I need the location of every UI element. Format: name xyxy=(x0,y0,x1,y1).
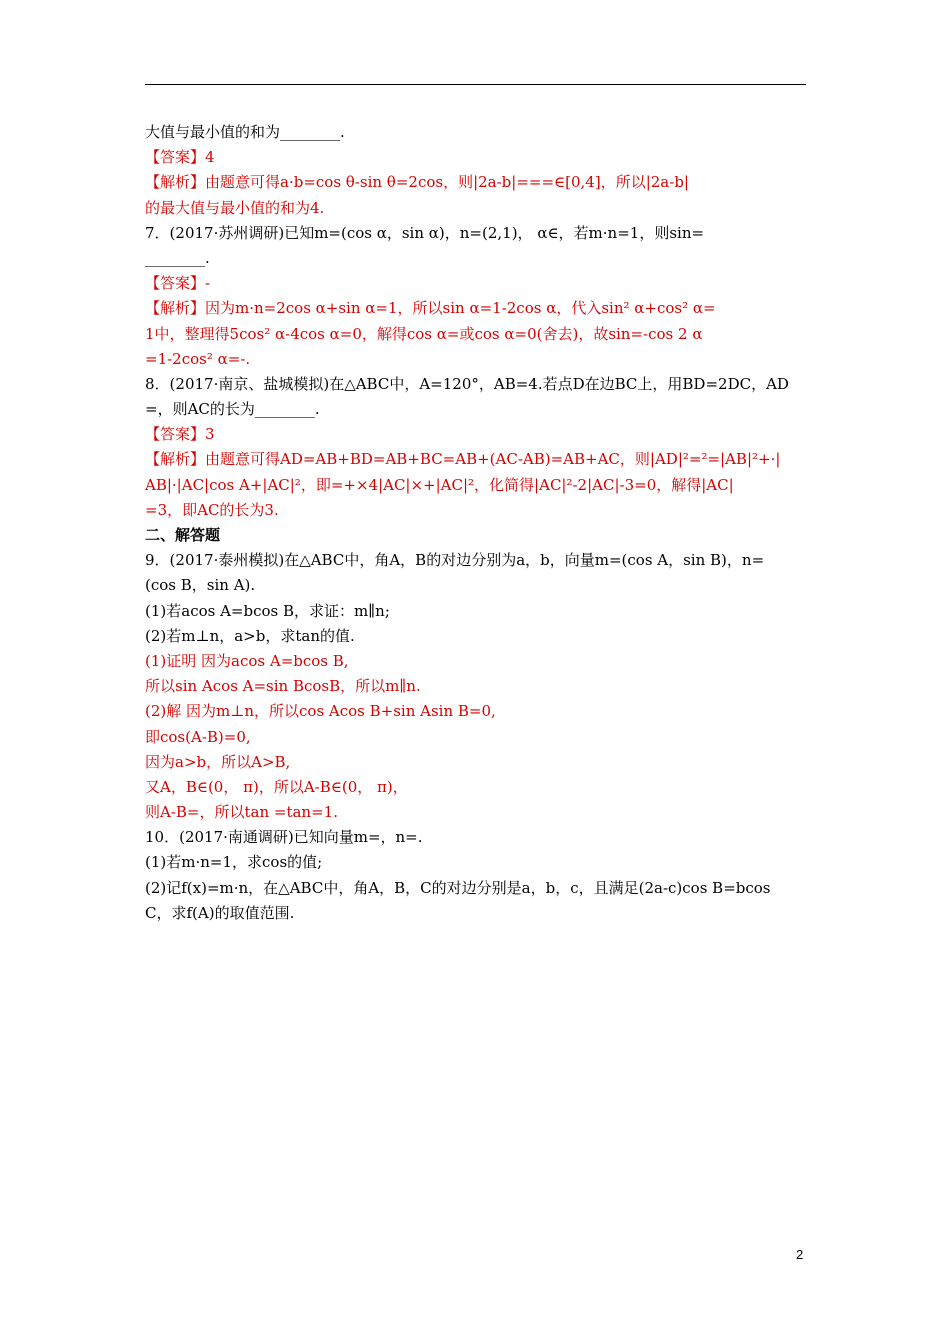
text-line: (cos B，sin A). xyxy=(145,576,256,595)
text-line: 大值与最小值的和为________. xyxy=(145,123,345,141)
page-number: 2 xyxy=(796,1247,804,1262)
header-rule xyxy=(145,84,806,85)
solution-line: 所以sin Acos A=sin BcosB，所以m∥n. xyxy=(145,677,421,696)
solution-line: (2)解 因为m⊥n，所以cos Acos B+sin Asin B=0, xyxy=(145,702,496,721)
solution-line: 则A-B=，所以tan =tan=1. xyxy=(145,803,338,822)
solution-line: (1)证明 因为acos A=bcos B, xyxy=(145,651,349,670)
document-body xyxy=(145,120,807,926)
text-line: ________. xyxy=(145,248,210,267)
answer-line: 【答案】- xyxy=(145,274,211,293)
answer-line: 【答案】3 xyxy=(145,425,215,444)
analysis-line: =3，即AC的长为3. xyxy=(145,500,279,519)
analysis-line: =1-2cos² α=-. xyxy=(145,349,251,368)
question-10: 10．(2017·南通调研)已知向量m=，n=. xyxy=(145,828,423,847)
analysis-line: 【解析】由题意可得AD=AB+BD=AB+BC=AB+(AC-AB)=AB+AC，则|AD|²=²=|AB|²+·| xyxy=(145,450,781,469)
analysis-line: 1中，整理得5cos² α-4cos α=0，解得cos α=或cos α=0(舍去)，故sin=-cos 2 α xyxy=(145,324,703,343)
analysis-line: 【解析】因为m·n=2cos α+sin α=1，所以sin α=1-2cos α，代入sin² α+cos² α= xyxy=(145,299,716,318)
text-line: (2)若m⊥n，a>b，求tan的值. xyxy=(145,626,355,645)
text-line: =，则AC的长为________. xyxy=(145,400,320,419)
question-8: 8．(2017·南京、盐城模拟)在△ABC中，A=120°，AB=4.若点D在边BC上，用BD=2DC，AD xyxy=(145,374,789,393)
text-line: (1)若m·n=1，求cos的值; xyxy=(145,853,323,872)
text-line: (2)记f(x)=m·n，在△ABC中，角A，B，C的对边分别是a，b，c，且满足(2a-c)cos B=bcos xyxy=(145,878,771,897)
solution-line: 即cos(A-B)=0, xyxy=(145,727,251,746)
solution-line: 因为a>b，所以A>B, xyxy=(145,752,291,771)
analysis-line: 的最大值与最小值的和为4. xyxy=(145,198,325,217)
question-9: 9．(2017·泰州模拟)在△ABC中，角A，B的对边分别为a，b，向量m=(cos A，sin B)，n= xyxy=(145,551,765,570)
section-heading: 二、解答题 xyxy=(145,526,221,544)
text-line: (1)若acos A=bcos B，求证：m∥n; xyxy=(145,601,390,620)
text-line: C，求f(A)的取值范围. xyxy=(145,903,295,922)
question-7: 7．(2017·苏州调研)已知m=(cos α，sin α)，n=(2,1)， α∈，若m·n=1，则sin= xyxy=(145,223,705,242)
solution-line: 又A，B∈(0， π)，所以A-B∈(0， π)， xyxy=(145,777,408,796)
answer-line: 【答案】4 xyxy=(145,148,215,167)
analysis-line: AB|·|AC|cos A+|AC|²，即=+×4|AC|×+|AC|²，化简得|AC|²-2|AC|-3=0，解得|AC| xyxy=(145,475,734,494)
analysis-line: 【解析】由题意可得a·b=cos θ-sin θ=2cos，则|2a-b|===∈[0,4]，所以|2a-b| xyxy=(145,173,689,192)
